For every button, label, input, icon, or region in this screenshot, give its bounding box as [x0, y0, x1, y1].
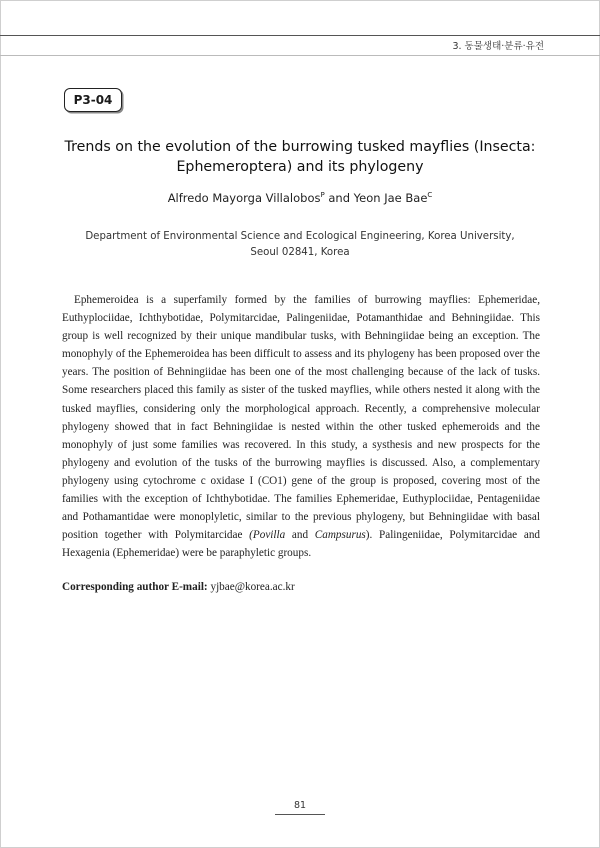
abstract-and: and: [285, 529, 315, 542]
title-line-2: Ephemeroptera) and its phylogeny: [176, 159, 424, 175]
page-number-rule: [275, 814, 325, 815]
affiliation-line-2: Seoul 02841, Korea: [250, 247, 350, 258]
abstract-genus-campsurus: Campsurus: [314, 529, 366, 542]
paper-title: [60, 137, 540, 177]
affiliation-line-1: Department of Environmental Science and Ecological Engineering, Korea University,: [85, 231, 515, 242]
author-list: [60, 191, 540, 205]
abstract-paragraph: [62, 291, 540, 562]
section-label: 3. 동물생태·분류·유전: [452, 41, 544, 52]
contact-email[interactable]: yjbae@korea.ac.kr: [207, 581, 295, 593]
author-2-mark: C: [427, 191, 433, 200]
affiliation: [60, 229, 540, 261]
abstract-text-1: Ephemeroidea is a superfamily formed by the families of burrowing mayflies: Ephemeridae, Euthyplociidae, Ichthybotidae, Polymitarcidae, Palingeniidae, Potamanthidae and Behningiidae. This group is well recognized by their unique mandibular tusks, with Behningiidae being an exception. The monophyly of the Ephemeroidea has been difficult to assess and its phylogeny has been proposed over the years. The position of Behningiidae has been one of the most challenging because of the lack of tusks. Some researchers placed this family as sister of the tusked mayflies, while others nested it along with the tusked mayflies, considering only the morphological approach. Recently, a comprehensive molecular phylogeny showed that in fact Behningiidae is nested within the other tusked ephemeroids and the monophyly of just some families was recovered. In this study, a systhesis and new prospects for the phylogeny and evolution of the tusks of the burrowing mayflies is discussed. Also, a complementary phylogeny using cytochrome c oxidase I (CO1) gene of the group is proposed, covering most of the families with the exception of Ichthybotidae. The families Ephemeridae, Euthyplociidae, Pentageniidae and Pothamantidae were monoplyletic, similar to the previous phylogeny, but Behningiidae with basal position together with Polymitarcidae: [62, 294, 540, 542]
author-join: and: [324, 191, 354, 205]
title-line-1: Trends on the evolution of the burrowing tusked mayflies (Insecta:: [64, 139, 536, 155]
abstract-text-2: ). Palingeniidae, Polymitarcidae and Hexagenia (Ephemeridae) were be paraphyletic groups.: [62, 529, 541, 560]
abstract-genus-povilla: (Povilla: [249, 529, 286, 542]
author-2: Yeon Jae Bae: [353, 191, 428, 205]
page-number: 81: [293, 800, 307, 811]
author-1: Alfredo Mayorga Villalobos: [167, 191, 321, 205]
contact-label: Corresponding author E-mail:: [62, 581, 208, 593]
corresponding-author: [62, 581, 295, 593]
author-1-mark: P: [320, 191, 325, 200]
header-rule: [0, 35, 600, 36]
poster-code-badge: P3-04: [64, 88, 122, 112]
header-rule-lower: [0, 55, 600, 56]
